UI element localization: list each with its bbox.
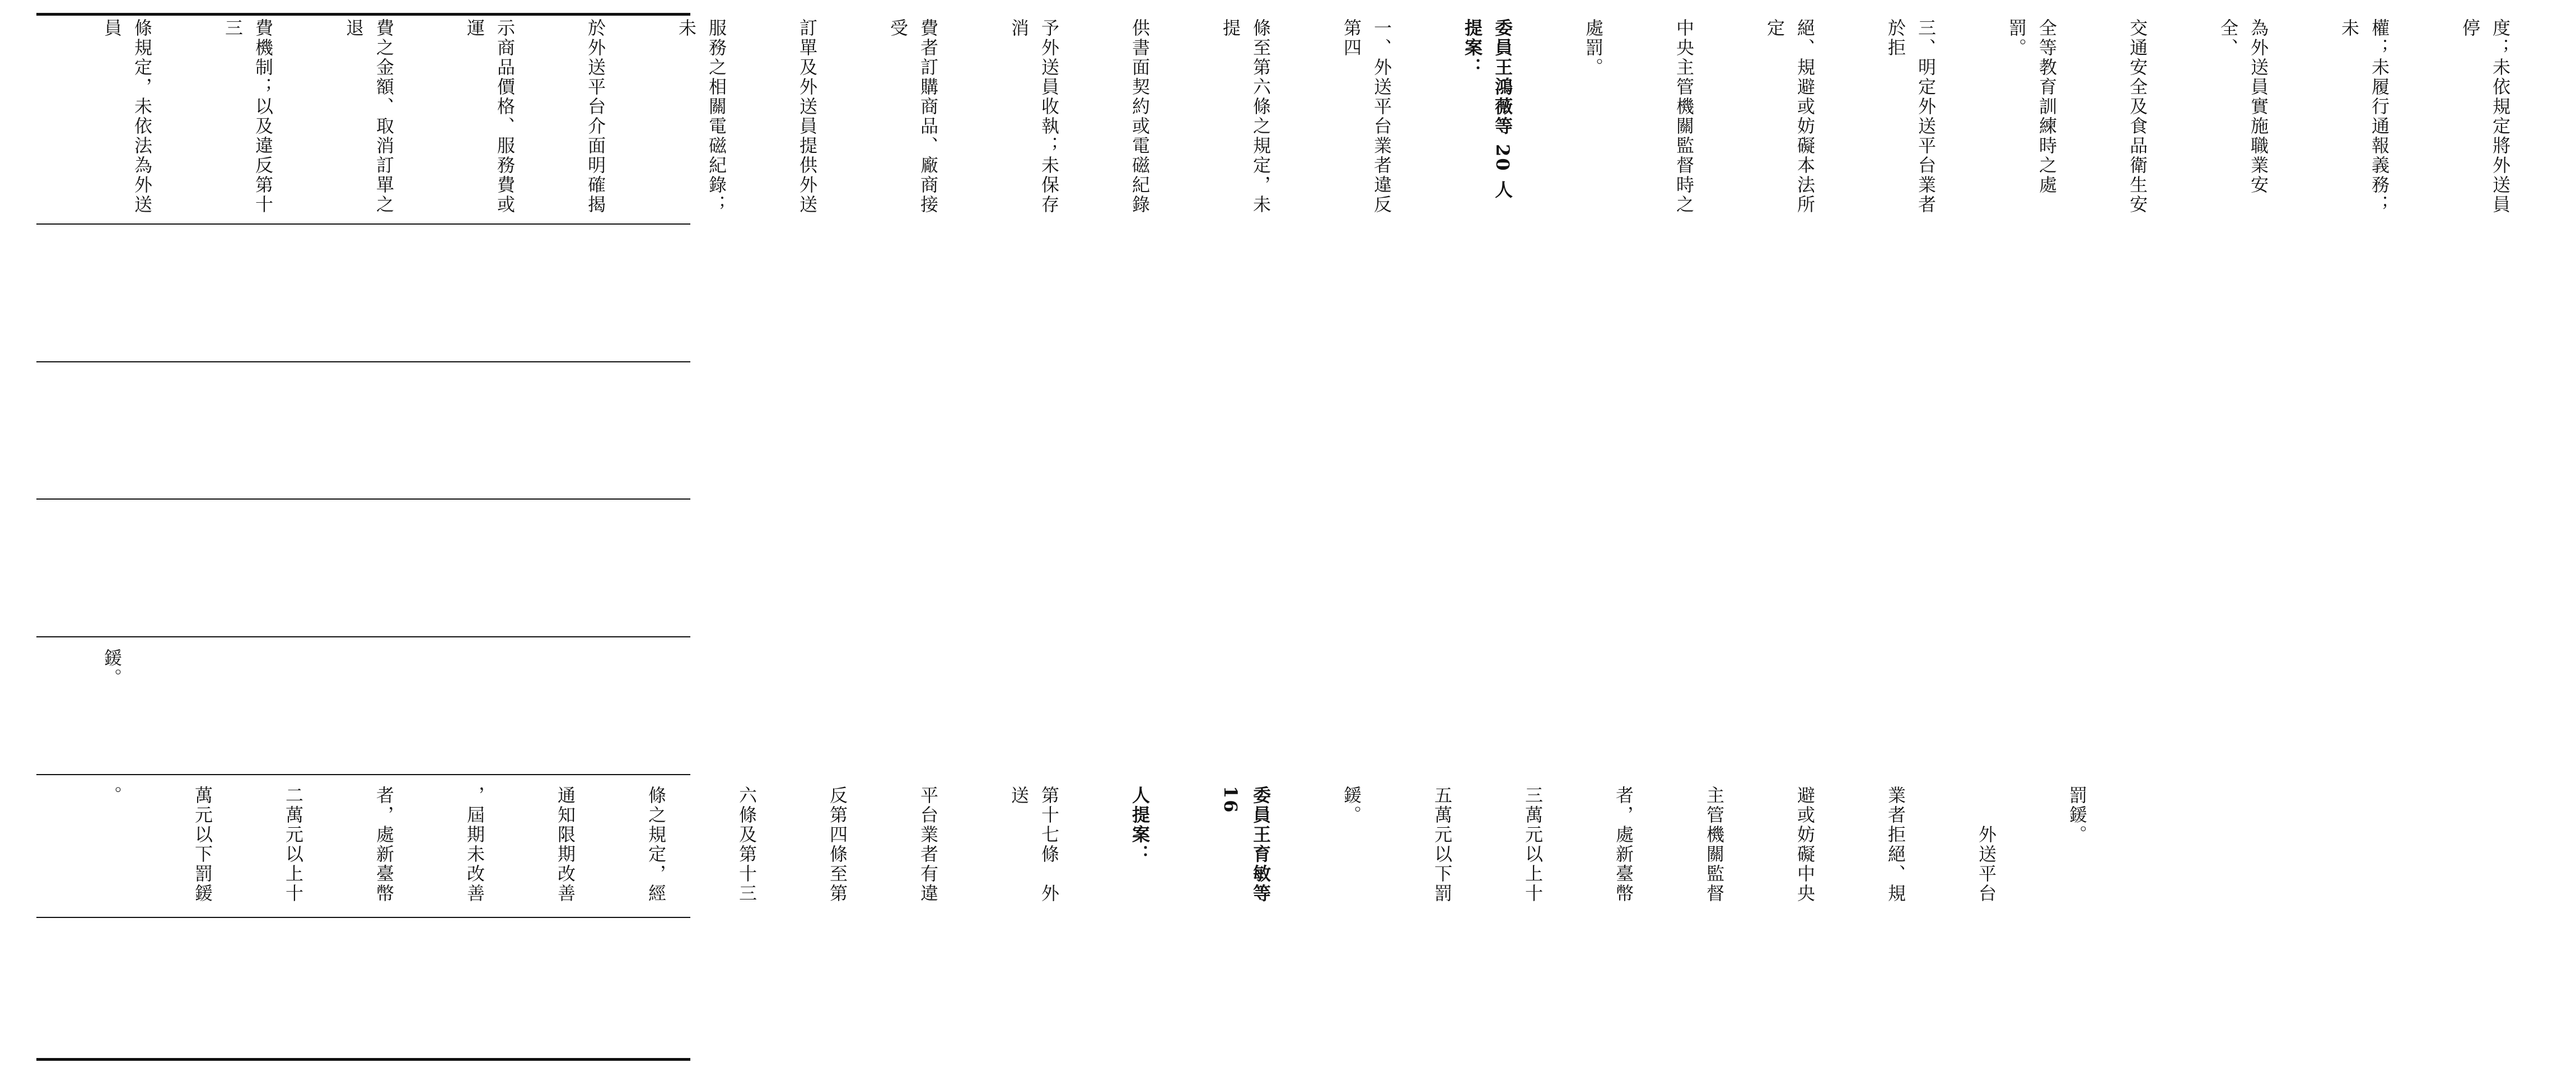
text-line: 條規定，未依法為外送員	[101, 18, 153, 215]
text-line: 予外送員收執；未保存消	[1008, 18, 1060, 215]
text-line: 供書面契約或電磁紀錄	[1129, 18, 1151, 215]
document-page	[36, 13, 2511, 1064]
text-line: 度；未依規定將外送員停	[2460, 18, 2511, 215]
text-line: 外送平台	[1976, 786, 1997, 903]
row-divider-1	[36, 223, 690, 225]
text-line: ，屆期未改善	[464, 786, 485, 903]
text-line: 萬元以下罰鍰	[192, 786, 213, 903]
text-line: 鍰。	[1341, 786, 1362, 825]
proposal-heading: 委員王鴻薇等 20 人提案：	[1462, 18, 1513, 200]
text-line: 為外送員實施職業安全、	[2218, 18, 2269, 195]
bottom-border	[36, 1058, 690, 1061]
proposal-heading: 人提案：	[1129, 786, 1151, 864]
text-line: 六條及第十三	[736, 786, 758, 903]
text-line: 主管機關監督	[1704, 786, 1725, 903]
text-line: 訂單及外送員提供外送	[797, 18, 818, 215]
text-line: 者，處新臺幣	[1613, 786, 1634, 903]
text-line: 三萬元以上十	[1522, 786, 1544, 903]
text-line: 權；未履行通報義務；未	[2339, 18, 2390, 215]
text-line: 示商品價格、服務費或運	[464, 18, 516, 215]
row-divider-5	[36, 774, 690, 775]
text-line: 平台業者有違	[918, 786, 939, 903]
section-1-text	[36, 18, 2576, 217]
text-line: 五萬元以下罰	[1432, 786, 1453, 903]
text-line: 中央主管機關監督時之	[1673, 18, 1695, 215]
row-divider-6	[36, 917, 690, 918]
text-line: 費者訂購商品、廠商接受	[887, 18, 939, 215]
text-line: 交通安全及食品衛生安	[2127, 18, 2148, 215]
text-line: 者，處新臺幣	[373, 786, 395, 903]
text-line: 二萬元以上十	[283, 786, 304, 903]
row-divider-4	[36, 636, 690, 637]
text-line: 全等教育訓練時之處罰。	[2006, 18, 2058, 195]
text-line: 條至第六條之規定，未提	[1220, 18, 1271, 215]
text-line: 服務之相關電磁紀錄；未	[676, 18, 727, 215]
text-line: 費機制；以及違反第十三	[222, 18, 274, 215]
proposal-heading: 委員王育敏等 16	[1220, 786, 1271, 912]
text-line: 。	[101, 786, 123, 805]
text-line: 第十七條 外送	[1008, 786, 1060, 903]
text-line: 通知限期改善	[555, 786, 576, 903]
text-line: 三、明定外送平台業者於拒	[1885, 18, 1937, 215]
text-line: 於外送平台介面明確揭	[585, 18, 606, 215]
text-line: 條之規定，經	[646, 786, 667, 903]
text-line: 費之金額、取消訂單之退	[343, 18, 395, 215]
text-line: 業者拒絕、規	[1885, 786, 1906, 903]
section-6-text	[36, 786, 2153, 912]
row-divider-3	[36, 498, 690, 500]
text-line: 反第四條至第	[827, 786, 848, 903]
text-line: 絕、規避或妨礙本法所定	[1764, 18, 1816, 215]
text-line: 一、外送平台業者違反第四	[1341, 18, 1392, 215]
section-5-text	[36, 649, 188, 766]
text-line: 鍰。	[101, 649, 123, 688]
top-border	[36, 13, 690, 16]
row-divider-2	[36, 361, 690, 362]
text-line: 避或妨礙中央	[1794, 786, 1816, 903]
text-line: 罰鍰。	[2067, 786, 2088, 845]
text-line: 處罰。	[1583, 18, 1604, 77]
